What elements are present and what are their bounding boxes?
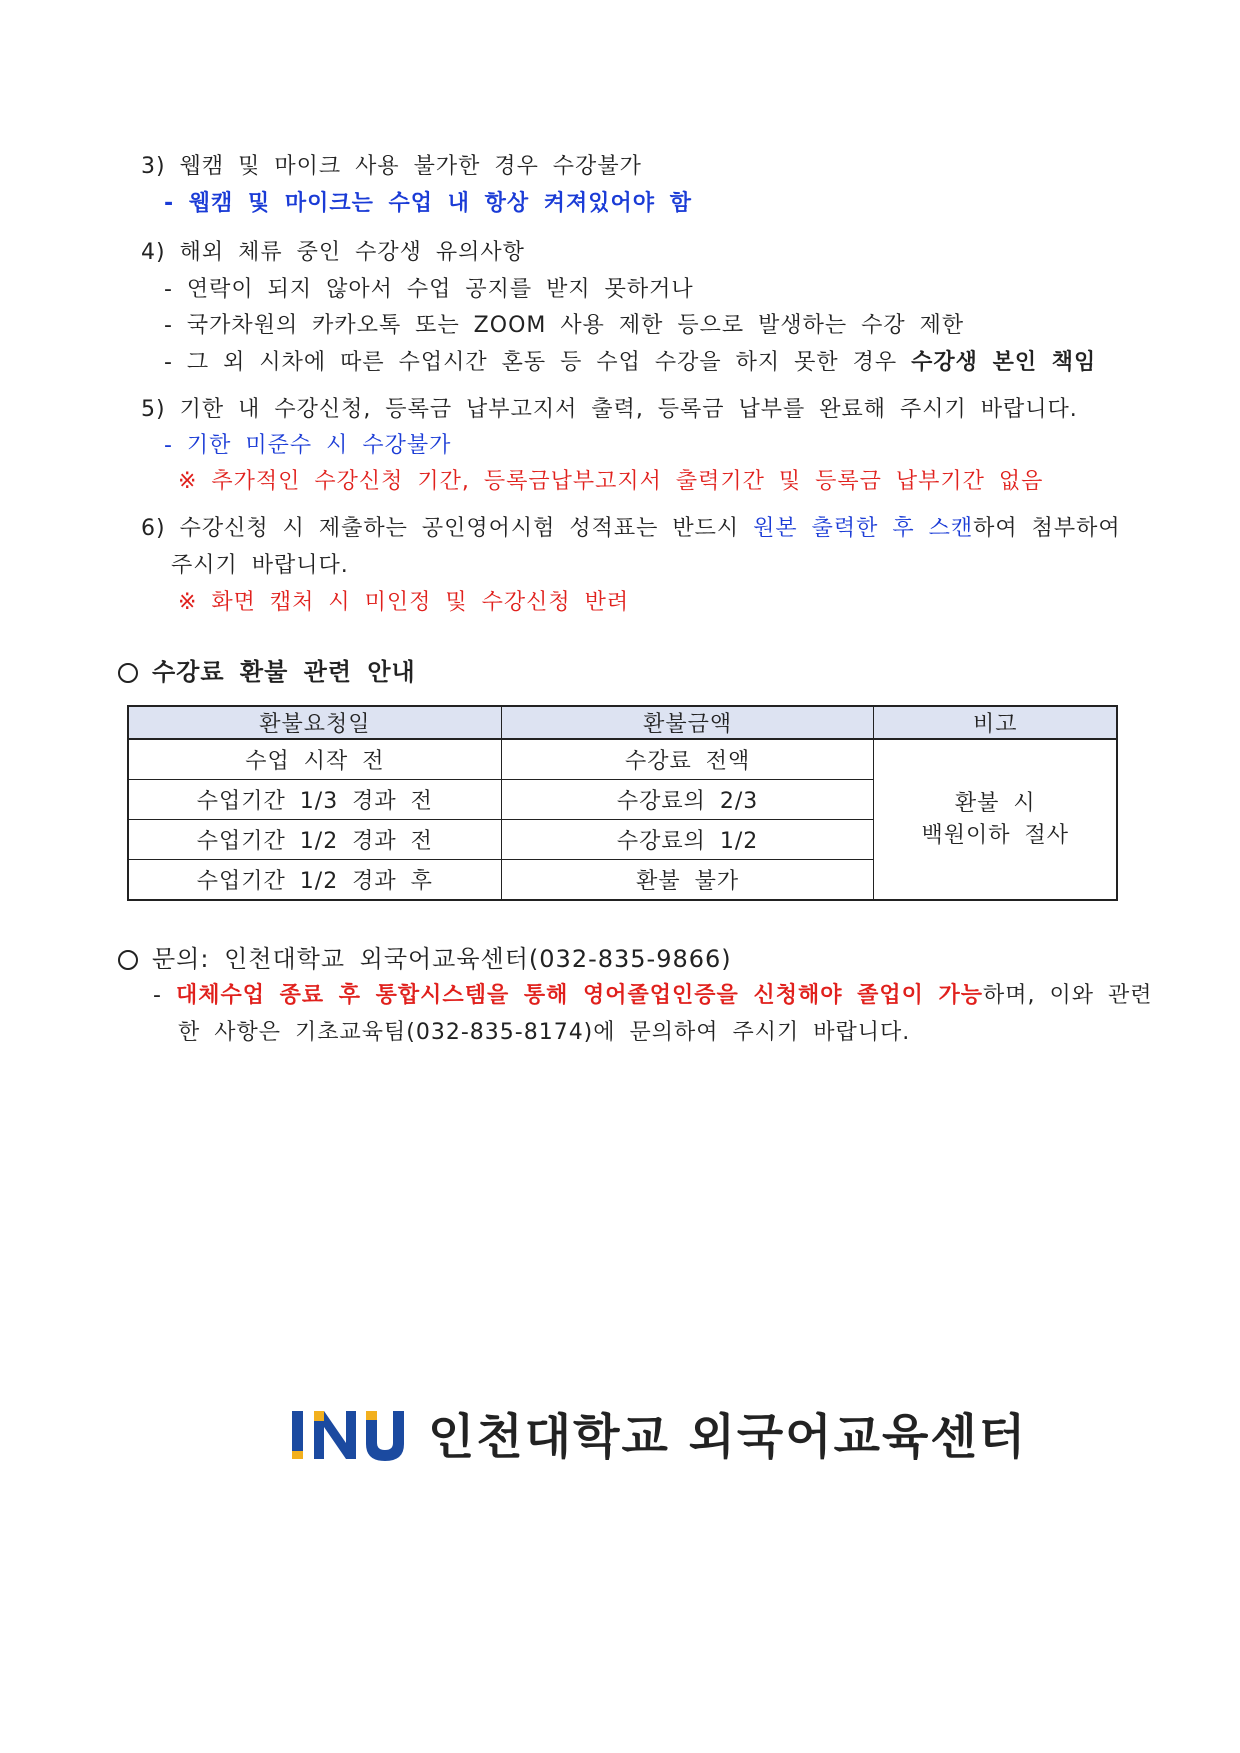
notice-6-title-suffix: 하여 첨부하여 (973, 516, 1121, 541)
refund-heading-text: 수강료 환불 관련 안내 (152, 658, 416, 686)
refund-date-cell: 수업기간 1/2 경과 전 (128, 820, 501, 860)
refund-col-note-header: 비고 (874, 706, 1117, 739)
contact-rest-text: 하며, 이와 관련 (983, 983, 1153, 1008)
logo-accent-n (314, 1411, 324, 1421)
refund-note-line-2: 백원이하 절사 (921, 822, 1069, 848)
contact-line-1 (153, 981, 1153, 1011)
circle-bullet-icon (118, 663, 138, 683)
refund-amount-cell: 수강료의 2/3 (501, 780, 874, 820)
contact-line-2: 한 사항은 기초교육팀(032-835-8174)에 문의하여 주시기 바랍니다. (178, 1020, 911, 1045)
refund-table (127, 705, 1118, 901)
notice-6-title-blue: 원본 출력한 후 스캔 (753, 516, 974, 541)
table-row (128, 739, 1117, 780)
refund-amount-cell: 환불 불가 (501, 860, 874, 901)
refund-heading (118, 657, 416, 687)
notice-5-note: ※ 추가적인 수강신청 기간, 등록금납부고지서 출력기간 및 등록금 납부기간 없음 (178, 469, 1044, 494)
refund-date-cell: 수업기간 1/2 경과 후 (128, 860, 501, 901)
circle-bullet-icon (118, 950, 138, 970)
inu-logo (290, 1405, 408, 1465)
contact-red-text: 대체수업 종료 후 통합시스템을 통해 영어졸업인증을 신청해야 졸업이 가능 (175, 983, 984, 1008)
refund-date-cell: 수업 시작 전 (128, 739, 501, 780)
notice-5-sub: - 기한 미준수 시 수강불가 (164, 433, 452, 458)
notice-4-title: 4) 해외 체류 중인 수강생 유의사항 (141, 240, 525, 265)
org-name: 인천대학교 외국어교육센터 (428, 1409, 1028, 1465)
notice-6-note: ※ 화면 캡처 시 미인정 및 수강신청 반려 (178, 590, 630, 615)
notice-6-title-line2: 주시기 바랍니다. (171, 553, 349, 578)
refund-amount-cell: 수강료의 1/2 (501, 820, 874, 860)
notice-5-title: 5) 기한 내 수강신청, 등록금 납부고지서 출력, 등록금 납부를 완료해 주시기 바랍니다. (141, 397, 1078, 422)
contact-dash: - (153, 983, 176, 1008)
refund-note-cell (874, 739, 1117, 900)
refund-date-cell: 수업기간 1/3 경과 전 (128, 780, 501, 820)
notice-6-title (141, 514, 1121, 544)
refund-col-date-header: 환불요청일 (128, 706, 501, 739)
refund-amount-cell: 수강료 전액 (501, 739, 874, 780)
refund-col-amount-header: 환불금액 (501, 706, 874, 739)
notice-4-sub-1: - 연락이 되지 않아서 수업 공지를 받지 못하거나 (164, 277, 694, 302)
notice-3-sub: - 웹캠 및 마이크는 수업 내 항상 켜져있어야 함 (164, 191, 692, 216)
contact-heading-text: 문의: 인천대학교 외국어교육센터(032-835-9866) (152, 945, 732, 973)
logo-accent-u (366, 1411, 377, 1420)
refund-note-line-1: 환불 시 (954, 790, 1036, 816)
notice-6-title-text: 6) 수강신청 시 제출하는 공인영어시험 성적표는 반드시 (141, 516, 754, 541)
notice-4-sub-3-text: - 그 외 시차에 따른 수업시간 혼동 등 수업 수강을 하지 못한 경우 (164, 350, 912, 375)
notice-4-sub-2: - 국가차원의 카카오톡 또는 ZOOM 사용 제한 등으로 발생하는 수강 제한 (164, 313, 965, 338)
logo-accent-i (292, 1451, 303, 1459)
refund-table-header-row (128, 706, 1117, 739)
notice-3-title: 3) 웹캠 및 마이크 사용 불가한 경우 수강불가 (141, 154, 642, 179)
contact-heading (118, 944, 732, 974)
notice-4-sub-3 (164, 348, 1096, 378)
notice-4-sub-3-bold: 수강생 본인 책임 (911, 350, 1097, 375)
